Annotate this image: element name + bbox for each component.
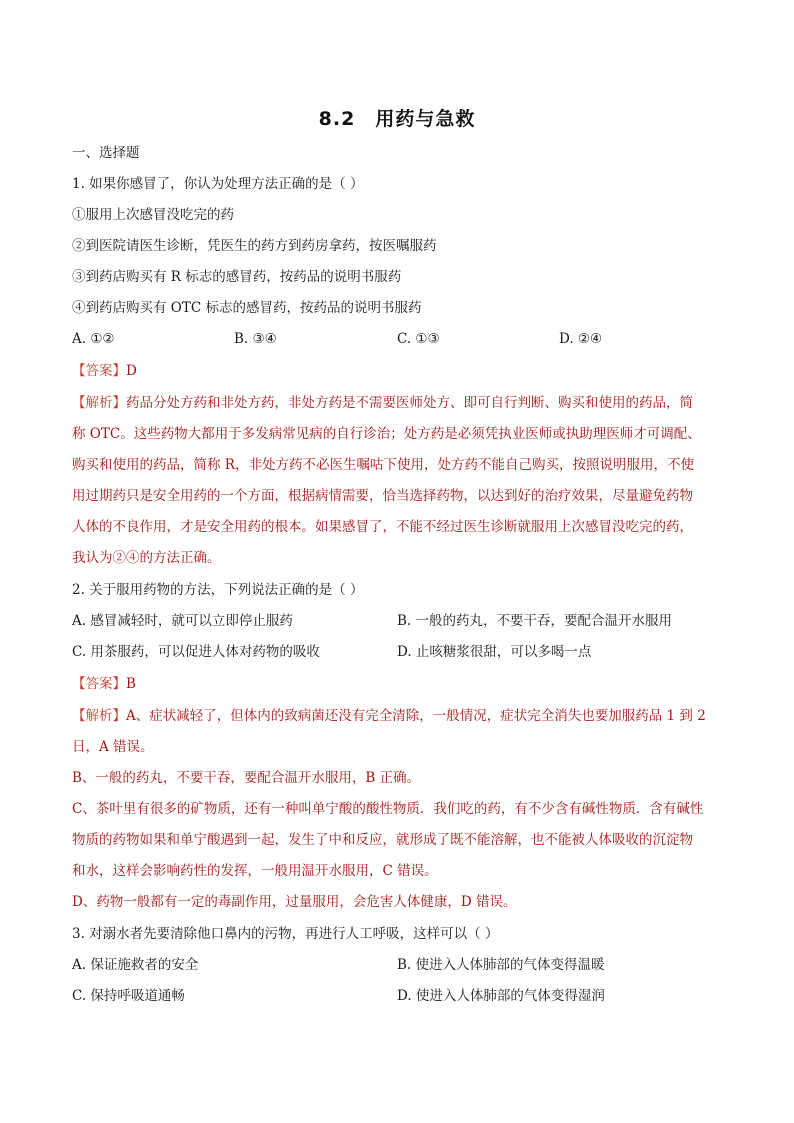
q1-item-3: ③到药店购买有 R 标志的感冒药，按药品的说明书服药: [72, 269, 402, 285]
q1-options: [72, 329, 732, 349]
q1-item-2: ②到医院请医生诊断，凭医生的药方到药房拿药，按医嘱服药: [72, 238, 437, 254]
q3-option-c: C. 保持呼吸道通畅: [72, 988, 185, 1004]
q3-options-row-1: [72, 955, 732, 975]
q1-option-c: C. ①③: [397, 331, 440, 347]
section-heading: 一、选择题: [72, 145, 140, 161]
q2-answer-value: B: [126, 676, 136, 692]
q2-stem: 2. 关于服用药物的方法，下列说法正确的是（ ）: [72, 582, 364, 598]
q2-option-a: A. 感冒减轻时，就可以立即停止服药: [72, 613, 293, 629]
q1-analysis-line-6: 我认为②④的方法正确。: [72, 550, 221, 566]
q2-analysis-text-1: A、症状减轻了，但体内的致病菌还没有完全清除，一般情况，症状完全消失也要加服药品 1 到 2: [126, 708, 706, 724]
q1-option-b: B. ③④: [234, 331, 277, 347]
q1-analysis-line-3: 购买和使用的药品，简称 R，非处方药不必医生嘱咕下使用，处方药不能自己购买，按照说明服用，不使: [72, 457, 694, 473]
q1-option-d: D. ②④: [559, 331, 603, 347]
q3-option-b: B. 使进入人体肺部的气体变得温暖: [397, 957, 605, 973]
q3-options-row-2: [72, 986, 732, 1006]
page-title: 8.2 用药与急救: [318, 108, 476, 130]
q1-analysis-line-2: 称 OTC。这些药物大都用于多发病常见病的自行诊治；处方药是必须凭执业医师或执助理医师才可调配、: [72, 426, 701, 442]
q2-analysis-line-1: [72, 706, 732, 726]
q2-analysis-line-7: D、药物一般都有一定的毒副作用，过量服用，会危害人体健康，D 错误。: [72, 894, 517, 910]
q2-options-row-2: [72, 642, 732, 662]
q2-answer: [72, 674, 732, 694]
q2-answer-tag: 【答案】: [72, 676, 126, 692]
q1-analysis-text-1: 药品分处方药和非处方药，非处方药是不需要医师处方、即可自行判断、购买和使用的药品，简: [126, 395, 693, 411]
q2-analysis-line-2: 日，A 错误。: [72, 739, 154, 755]
q2-option-d: D. 止咳糖浆很甜，可以多喝一点: [397, 644, 592, 660]
q3-option-d: D. 使进入人体肺部的气体变得湿润: [397, 988, 605, 1004]
q1-option-a: A. ①②: [72, 331, 115, 347]
q2-option-c: C. 用茶服药，可以促进人体对药物的吸收: [72, 644, 320, 660]
q2-options-row-1: [72, 611, 732, 631]
q1-answer-value: D: [126, 363, 137, 379]
q2-analysis-line-3: B、一般的药丸，不要干吞，要配合温开水服用，B 正确。: [72, 770, 421, 786]
q2-option-b: B. 一般的药丸，不要干吞，要配合温开水服用: [397, 613, 673, 629]
q3-stem: 3. 对溺水者先要清除他口鼻内的污物，再进行人工呼吸，这样可以（ ）: [72, 926, 499, 942]
q1-analysis-tag: 【解析】: [72, 395, 126, 411]
q2-analysis-tag: 【解析】: [72, 708, 126, 724]
q1-answer-tag: 【答案】: [72, 363, 126, 379]
q1-stem: 1. 如果你感冒了，你认为处理方法正确的是（ ）: [72, 176, 364, 192]
q2-analysis-line-5: 物质的药物如果和单宁酸遇到一起，发生了中和反应，就形成了既不能溶解，也不能被人体吸收的沉淀物: [72, 832, 693, 848]
q2-analysis-line-6: 和水，这样会影响药性的发挥，一般用温开水服用，C 错误。: [72, 863, 438, 879]
q1-item-1: ①服用上次感冒没吃完的药: [72, 207, 234, 223]
q3-option-a: A. 保证施救者的安全: [72, 957, 199, 973]
q2-analysis-line-4: C、茶叶里有很多的矿物质，还有一种叫单宁酸的酸性物质．我们吃的药，有不少含有碱性物质．含有碱性: [72, 801, 704, 817]
q1-item-4: ④到药店购买有 OTC 标志的感冒药，按药品的说明书服药: [72, 300, 422, 316]
q1-analysis-line-4: 用过期药只是安全用药的一个方面，根据病情需要，恰当选择药物，以达到好的治疗效果，尽量避免药物: [72, 488, 693, 504]
q1-analysis-line-1: [72, 393, 732, 413]
q1-answer: [72, 361, 732, 381]
q1-analysis-line-5: 人体的不良作用，才是安全用药的根本。如果感冒了，不能不经过医生诊断就服用上次感冒没吃完的药，: [72, 519, 693, 535]
